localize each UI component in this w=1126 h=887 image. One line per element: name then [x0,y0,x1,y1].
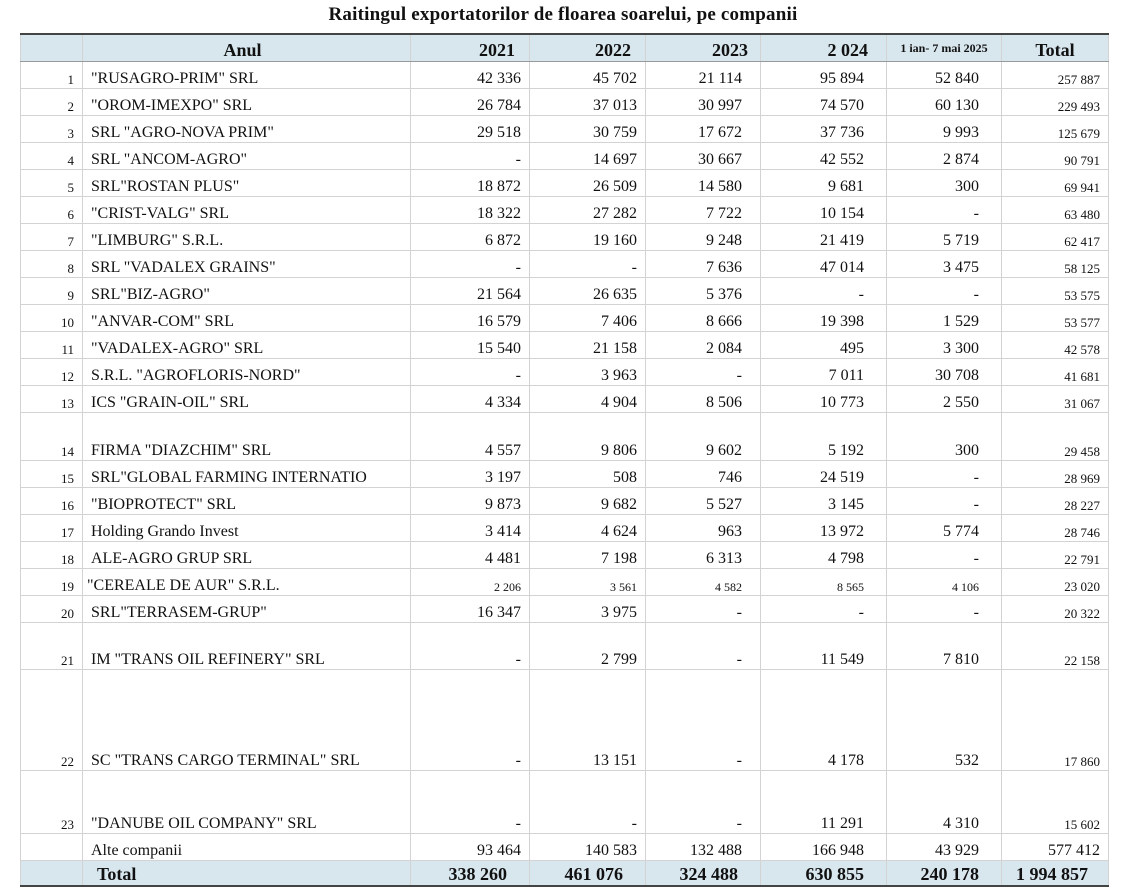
table-row [21,515,1109,542]
value-partial-2025: 52 840 [887,62,1002,89]
other-companies-row [21,834,1109,861]
value-2021: 4 557 [411,413,530,461]
company-name: SRL "AGRO-NOVA PRIM" [83,116,411,143]
value-total: 229 493 [1002,89,1109,116]
value-total: 17 860 [1002,670,1109,771]
value-2023: 5 376 [646,278,761,305]
value-2024: 9 681 [761,170,887,197]
value-2024: 42 552 [761,143,887,170]
value-partial-2025: 3 475 [887,251,1002,278]
value-total: 53 577 [1002,305,1109,332]
value-2021: - [411,623,530,670]
value-partial-2025: 532 [887,670,1002,771]
header-2024: 2 024 [761,34,887,62]
value-partial-2025: - [887,461,1002,488]
company-name: S.R.L. "AGROFLORIS-NORD" [83,359,411,386]
header-blank [21,34,83,62]
totals-blank [21,861,83,887]
value-partial-2025: 60 130 [887,89,1002,116]
value-2021: - [411,143,530,170]
value-2024: 4 178 [761,670,887,771]
value-2024: 13 972 [761,515,887,542]
row-number: 19 [21,569,83,596]
value-2024: 7 011 [761,359,887,386]
value-2023: 8 666 [646,305,761,332]
total-2024: 630 855 [761,861,887,887]
header-2022: 2022 [530,34,646,62]
value-2021: - [411,359,530,386]
header-total: Total [1002,34,1109,62]
table-row [21,596,1109,623]
value-2021: 4 334 [411,386,530,413]
value-partial-2025: 4 106 [887,569,1002,596]
value-2023: - [646,359,761,386]
value-2021: - [411,670,530,771]
company-name: "ANVAR-COM" SRL [83,305,411,332]
value-2024: 11 549 [761,623,887,670]
row-number: 9 [21,278,83,305]
other-value-2021: 93 464 [411,834,530,861]
value-2024: 74 570 [761,89,887,116]
row-number: 3 [21,116,83,143]
value-2022: - [530,771,646,834]
value-partial-2025: 30 708 [887,359,1002,386]
value-2023: 6 313 [646,542,761,569]
value-2021: 29 518 [411,116,530,143]
value-2023: 9 602 [646,413,761,461]
row-number: 1 [21,62,83,89]
value-2021: - [411,771,530,834]
value-2021: 3 197 [411,461,530,488]
company-name: SRL"TERRASEM-GRUP" [83,596,411,623]
value-total: 22 791 [1002,542,1109,569]
value-2022: 13 151 [530,670,646,771]
value-2022: 508 [530,461,646,488]
header-year-label: Anul [83,34,411,62]
value-2021: 26 784 [411,89,530,116]
value-2024: - [761,596,887,623]
company-name: "DANUBE OIL COMPANY" SRL [83,771,411,834]
company-name: "LIMBURG" S.R.L. [83,224,411,251]
row-number: 10 [21,305,83,332]
row-number: 5 [21,170,83,197]
value-2023: 4 582 [646,569,761,596]
value-2022: 19 160 [530,224,646,251]
row-number: 8 [21,251,83,278]
value-2022: 30 759 [530,116,646,143]
row-number: 7 [21,224,83,251]
value-2021: 42 336 [411,62,530,89]
value-2023: 746 [646,461,761,488]
value-2021: 18 872 [411,170,530,197]
company-name: ALE-AGRO GRUP SRL [83,542,411,569]
value-2022: 9 682 [530,488,646,515]
value-2024: 4 798 [761,542,887,569]
value-partial-2025: 1 529 [887,305,1002,332]
row-number: 2 [21,89,83,116]
value-2022: 14 697 [530,143,646,170]
table-row [21,62,1109,89]
header-2023: 2023 [646,34,761,62]
row-number: 4 [21,143,83,170]
company-name: SRL "ANCOM-AGRO" [83,143,411,170]
value-2023: 17 672 [646,116,761,143]
row-number-blank [21,834,83,861]
company-name: "CEREALE DE AUR" S.R.L. [83,569,411,596]
company-name: SRL"BIZ-AGRO" [83,278,411,305]
value-2021: 9 873 [411,488,530,515]
value-partial-2025: - [887,488,1002,515]
table-row [21,224,1109,251]
totals-row [21,861,1109,887]
value-2024: 47 014 [761,251,887,278]
value-2022: 45 702 [530,62,646,89]
table-row [21,569,1109,596]
table-row [21,386,1109,413]
value-2024: 21 419 [761,224,887,251]
row-number: 11 [21,332,83,359]
value-2021: 16 579 [411,305,530,332]
page-title: Raitingul exportatorilor de floarea soarelui, pe companii [328,4,798,25]
value-partial-2025: 300 [887,413,1002,461]
other-value-partial-2025: 43 929 [887,834,1002,861]
value-2021: - [411,251,530,278]
value-2023: 14 580 [646,170,761,197]
other-value-2024: 166 948 [761,834,887,861]
value-total: 69 941 [1002,170,1109,197]
header-row [21,34,1109,62]
company-name: ICS "GRAIN-OIL" SRL [83,386,411,413]
value-partial-2025: - [887,596,1002,623]
value-2022: 27 282 [530,197,646,224]
value-2024: - [761,278,887,305]
value-total: 90 791 [1002,143,1109,170]
value-total: 62 417 [1002,224,1109,251]
value-total: 28 969 [1002,461,1109,488]
value-partial-2025: 3 300 [887,332,1002,359]
value-2022: 37 013 [530,89,646,116]
value-2023: 9 248 [646,224,761,251]
row-number: 18 [21,542,83,569]
value-2022: 7 406 [530,305,646,332]
value-2023: 7 636 [646,251,761,278]
company-name: "OROM-IMEXPO" SRL [83,89,411,116]
value-2024: 95 894 [761,62,887,89]
value-2023: 5 527 [646,488,761,515]
value-2023: 30 667 [646,143,761,170]
value-total: 63 480 [1002,197,1109,224]
value-2023: - [646,623,761,670]
row-number: 20 [21,596,83,623]
value-2022: 7 198 [530,542,646,569]
value-total: 28 227 [1002,488,1109,515]
row-number: 12 [21,359,83,386]
value-total: 257 887 [1002,62,1109,89]
grand-total: 1 994 857 [1002,861,1109,887]
row-number: 14 [21,413,83,461]
table-row [21,332,1109,359]
value-total: 41 681 [1002,359,1109,386]
row-number: 17 [21,515,83,542]
value-total: 20 322 [1002,596,1109,623]
row-number: 22 [21,670,83,771]
value-total: 42 578 [1002,332,1109,359]
total-2023: 324 488 [646,861,761,887]
value-partial-2025: 4 310 [887,771,1002,834]
value-2022: 21 158 [530,332,646,359]
value-2021: 2 206 [411,569,530,596]
value-2022: 26 509 [530,170,646,197]
totals-label: Total [83,861,411,887]
row-number: 21 [21,623,83,670]
value-2024: 10 154 [761,197,887,224]
row-number: 15 [21,461,83,488]
exporters-ranking-table [20,33,1109,887]
value-partial-2025: 7 810 [887,623,1002,670]
value-2022: 3 975 [530,596,646,623]
value-partial-2025: 2 550 [887,386,1002,413]
value-partial-2025: - [887,542,1002,569]
table-row [21,197,1109,224]
value-2024: 10 773 [761,386,887,413]
value-2023: - [646,670,761,771]
row-number: 13 [21,386,83,413]
value-2023: 21 114 [646,62,761,89]
company-name: FIRMA "DIAZCHIM" SRL [83,413,411,461]
value-partial-2025: - [887,197,1002,224]
table-row [21,771,1109,834]
company-name: "VADALEX-AGRO" SRL [83,332,411,359]
table-row [21,170,1109,197]
value-total: 31 067 [1002,386,1109,413]
value-total: 58 125 [1002,251,1109,278]
value-2023: 2 084 [646,332,761,359]
value-2024: 37 736 [761,116,887,143]
value-2024: 19 398 [761,305,887,332]
company-name: Holding Grando Invest [83,515,411,542]
company-name: "BIOPROTECT" SRL [83,488,411,515]
value-2021: 6 872 [411,224,530,251]
value-2021: 16 347 [411,596,530,623]
value-2023: 8 506 [646,386,761,413]
value-2021: 15 540 [411,332,530,359]
table-row [21,461,1109,488]
total-partial-2025: 240 178 [887,861,1002,887]
value-total: 125 679 [1002,116,1109,143]
table-row [21,488,1109,515]
value-2022: 26 635 [530,278,646,305]
row-number: 23 [21,771,83,834]
other-companies-label: Alte companii [83,834,411,861]
value-2022: 4 904 [530,386,646,413]
other-value-total: 577 412 [1002,834,1109,861]
value-2021: 21 564 [411,278,530,305]
company-name: SRL "VADALEX GRAINS" [83,251,411,278]
value-partial-2025: 300 [887,170,1002,197]
table-row [21,278,1109,305]
value-2023: - [646,771,761,834]
value-2024: 495 [761,332,887,359]
value-2021: 3 414 [411,515,530,542]
value-2022: 3 561 [530,569,646,596]
other-value-2023: 132 488 [646,834,761,861]
value-2023: 7 722 [646,197,761,224]
company-name: "RUSAGRO-PRIM" SRL [83,62,411,89]
table-row [21,359,1109,386]
header-partial-2025: 1 ian- 7 mai 2025 [887,34,1002,62]
value-total: 23 020 [1002,569,1109,596]
table-row [21,623,1109,670]
value-partial-2025: 9 993 [887,116,1002,143]
value-2024: 8 565 [761,569,887,596]
value-2022: - [530,251,646,278]
table-row [21,116,1109,143]
value-partial-2025: - [887,278,1002,305]
value-total: 29 458 [1002,413,1109,461]
value-total: 15 602 [1002,771,1109,834]
other-value-2022: 140 583 [530,834,646,861]
row-number: 16 [21,488,83,515]
value-2024: 3 145 [761,488,887,515]
total-2021: 338 260 [411,861,530,887]
company-name: SRL"ROSTAN PLUS" [83,170,411,197]
table-row [21,143,1109,170]
table-row [21,413,1109,461]
value-2023: 30 997 [646,89,761,116]
value-2021: 4 481 [411,542,530,569]
value-partial-2025: 2 874 [887,143,1002,170]
value-2024: 5 192 [761,413,887,461]
value-partial-2025: 5 774 [887,515,1002,542]
value-2022: 9 806 [530,413,646,461]
row-number: 6 [21,197,83,224]
table-row [21,251,1109,278]
table-row [21,89,1109,116]
value-2024: 11 291 [761,771,887,834]
value-total: 22 158 [1002,623,1109,670]
value-2023: 963 [646,515,761,542]
table-row [21,305,1109,332]
value-2022: 2 799 [530,623,646,670]
company-name: SRL"GLOBAL FARMING INTERNATIO [83,461,411,488]
table-row [21,670,1109,771]
value-2022: 3 963 [530,359,646,386]
value-2023: - [646,596,761,623]
company-name: "CRIST-VALG" SRL [83,197,411,224]
value-2024: 24 519 [761,461,887,488]
company-name: IM "TRANS OIL REFINERY" SRL [83,623,411,670]
value-2022: 4 624 [530,515,646,542]
total-2022: 461 076 [530,861,646,887]
header-2021: 2021 [411,34,530,62]
value-total: 53 575 [1002,278,1109,305]
table-row [21,542,1109,569]
company-name: SC "TRANS CARGO TERMINAL" SRL [83,670,411,771]
value-partial-2025: 5 719 [887,224,1002,251]
value-total: 28 746 [1002,515,1109,542]
value-2021: 18 322 [411,197,530,224]
